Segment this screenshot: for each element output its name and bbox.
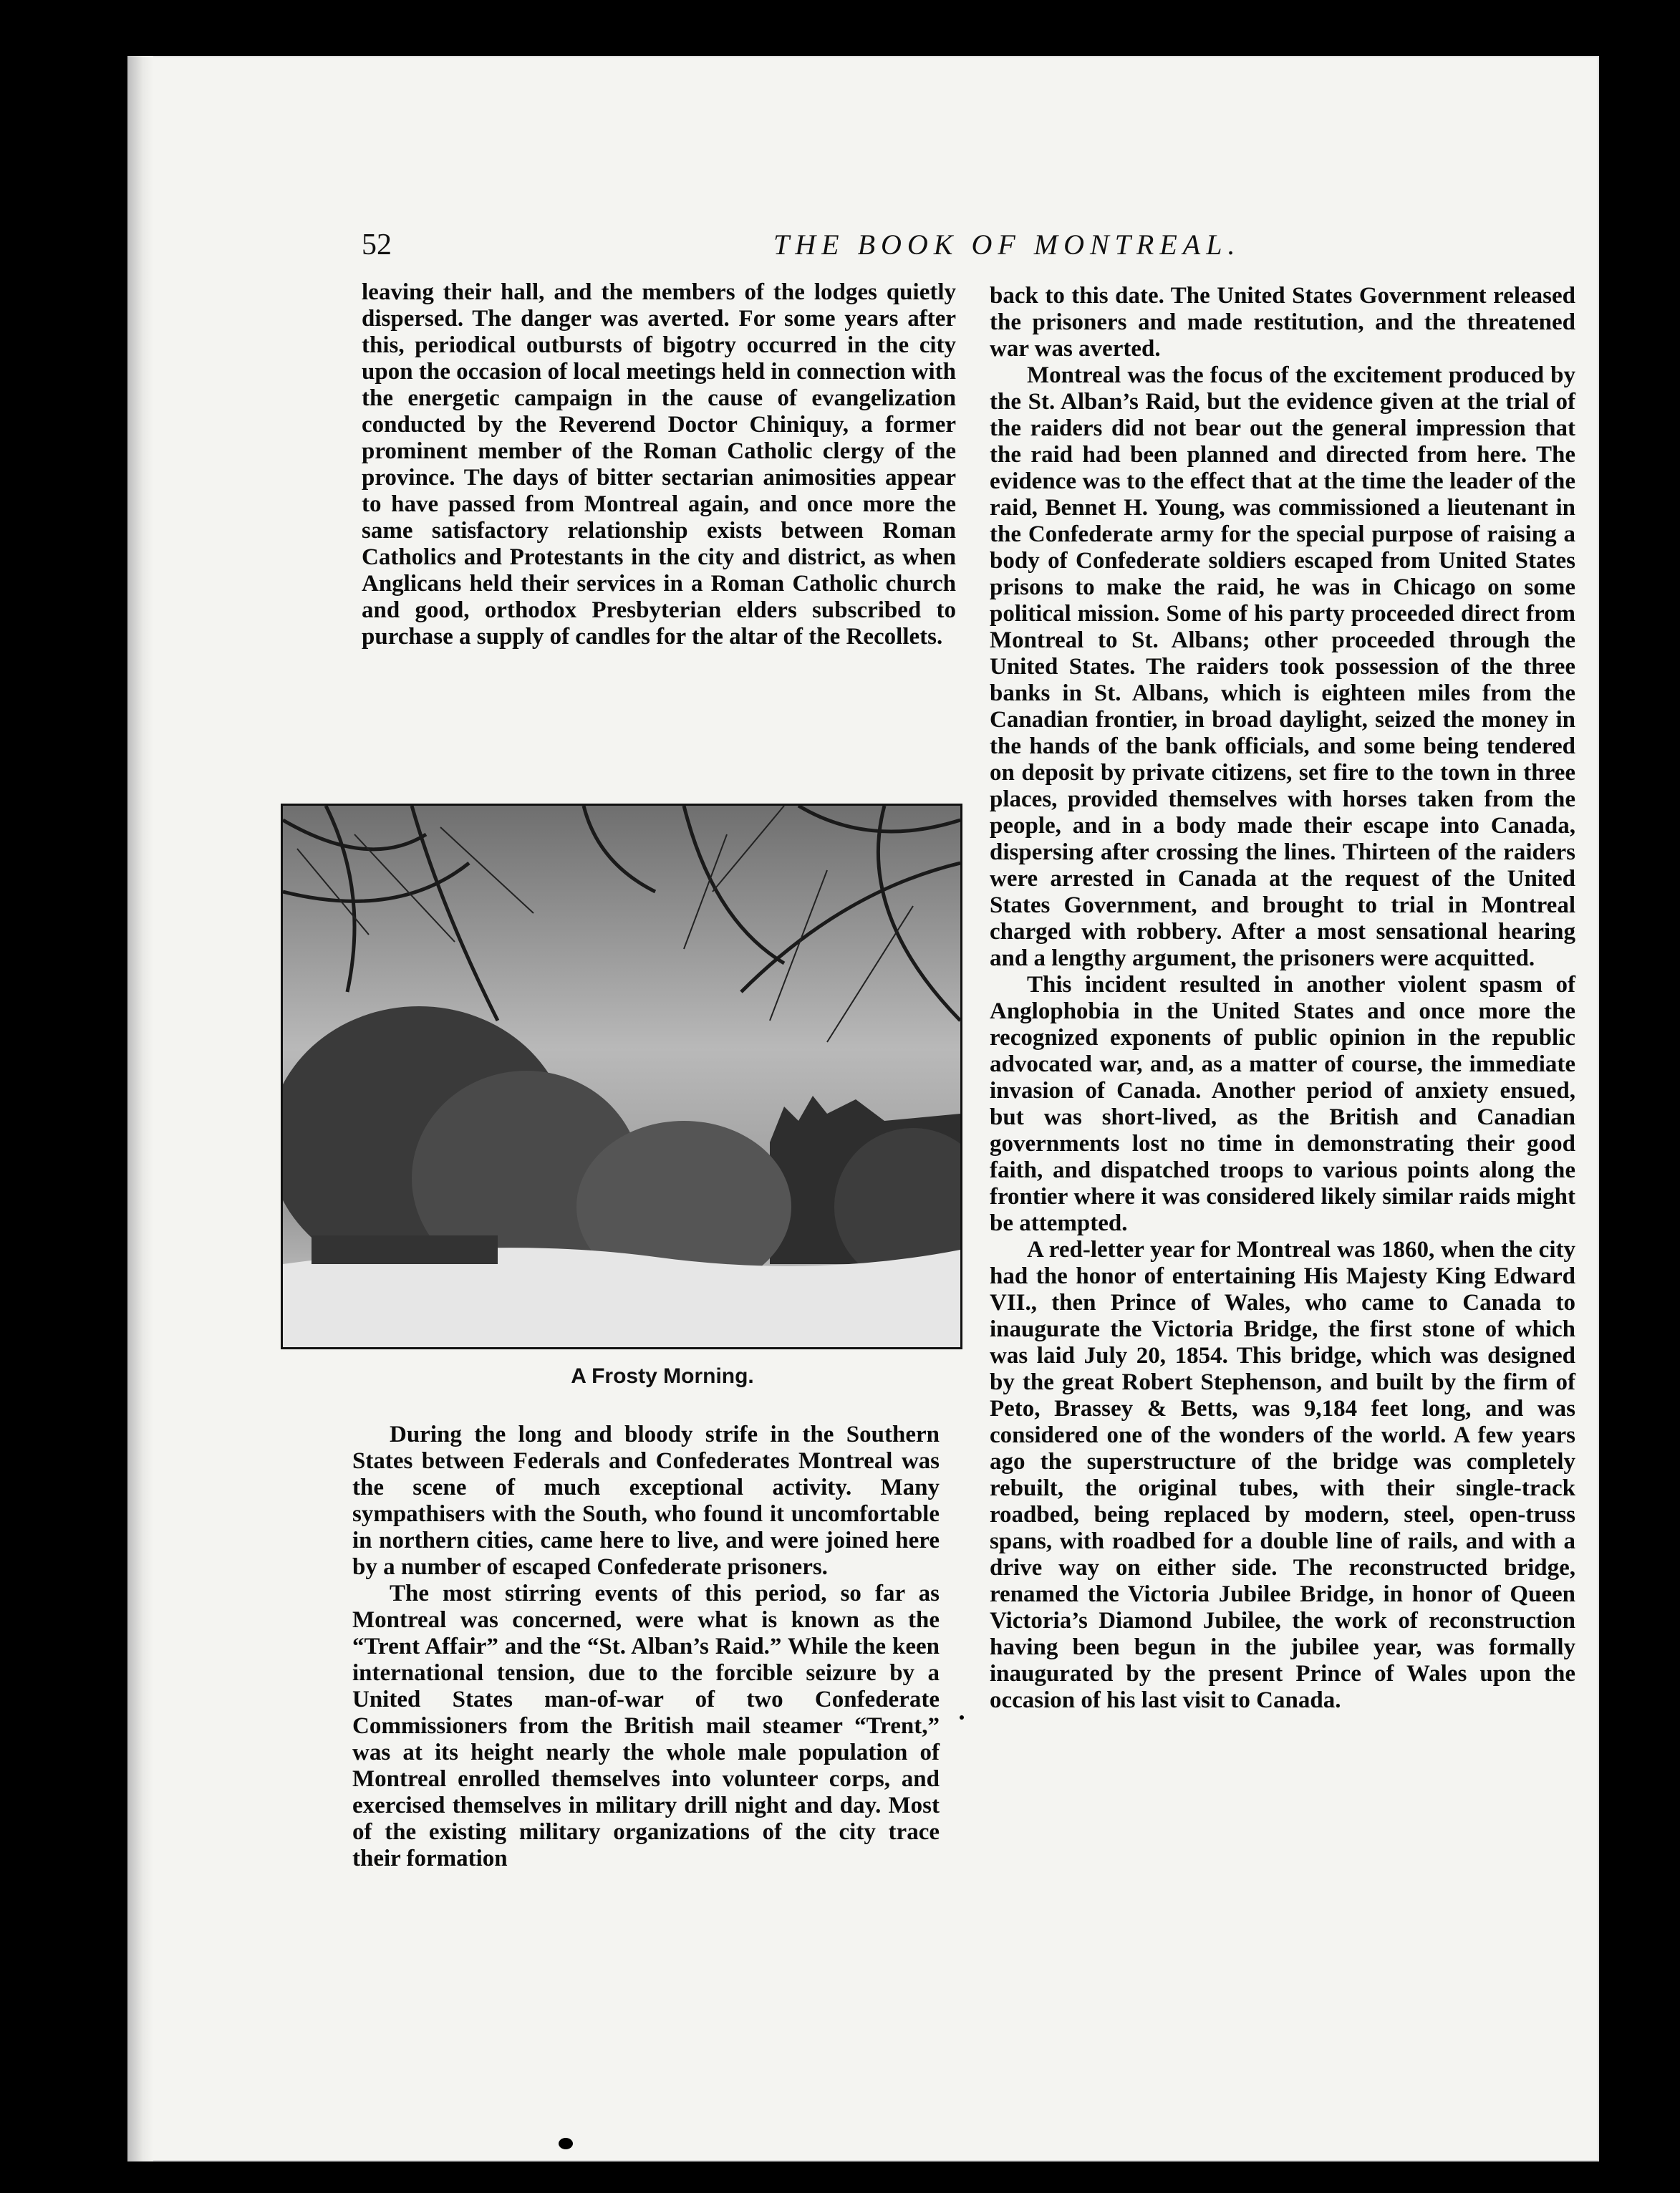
paragraph: leaving their hall, and the members of the lodges quietly dispersed. The danger was averted. For some years after this, periodical outbursts of bigotry occurred in the city upon the occasion of local meetings held in connection with the energetic campaign in the cause of evangelization conducted by the Reverend Doctor Chiniquy, a former prominent member of the Roman Catholic clergy of the province. The days of bitter sectarian animosities appear to have passed from Montreal again, and once more the same satisfactory relationship exists between Roman Catholics and Protestants in the city and district, as when Anglicans held their services in a Roman Catholic church and good, orthodox Presbyterian elders subscribed to purchase a supply of candles for the altar of the Recollets. [362, 279, 956, 650]
paragraph: Montreal was the focus of the excitement produced by the St. Alban’s Raid, but the evidence given at the trial of the raiders did not bear out the general impression that the raid had been planned and directed from here. The evidence was to the effect that at the time the leader of the raid, Bennet H. Young, was commissioned a lieutenant in the Confederate army for the special purpose of raising a body of Confederate soldiers escaped from United States prisons to make the raid, he was in Chicago on some political mission. Some of his party proceeded direct from Montreal to St. Albans; other proceeded through the United States. The raiders took possession of the three banks in St. Albans, which is eighteen miles from the Canadian frontier, in broad daylight, seized the money in the hands of the bank officials, and some being tendered on deposit by private citizens, set fire to the town in three places, provided themselves with horses taken from the people, and in a body made their escape into Canada, dispersing after crossing the lines. Thirteen of the raiders were arrested in Canada at the request of the United States Government, and brought to trial in Montreal charged with robbery. After a most sensational hearing and a lengthy argument, the prisoners were acquitted. [990, 362, 1575, 971]
paragraph: back to this date. The United States Government released the prisoners and made restitution, and the threatened war was averted. [990, 283, 1575, 362]
running-head: THE BOOK OF MONTREAL. [773, 228, 1241, 261]
paragraph: This incident resulted in another violent spasm of Anglophobia in the United States and once more the recognized exponents of public opinion in the republic advocated war, and, as a matter of course, the immediate invasion of Canada. Another period of anxiety ensued, but was short-lived, as the British and Canadian governments lost no time in demonstrating their good faith, and dispatched troops to various points along the frontier where it was considered likely similar raids might be attempted. [990, 972, 1575, 1236]
paragraph: A red-letter year for Montreal was 1860, when the city had the honor of entertaining His Majesty King Edward VII., then Prince of Wales, who came to Canada to inaugurate the Victoria Bridge, the first stone of which was laid July 20, 1854. This bridge, which was designed by the great Robert Stephenson, and built by the firm of Peto, Brassey & Betts, was 9,184 feet long, and was considered one of the wonders of the world. A few years ago the superstructure of the bridge was completely rebuilt, the original tubes, with their single-track roadbed, being replaced by modern, steel, open-truss spans, with roadbed for a double line of rails, and with a drive way on either side. The reconstructed bridge, renamed the Victoria Jubilee Bridge, in honor of Queen Victoria’s Diamond Jubilee, the work of reconstruction having been begun in the jubilee year, was formally inaugurated by the present Prince of Wales upon the occasion of his last visit to Canada. [990, 1237, 1575, 1713]
figure-photo [281, 804, 962, 1349]
scan-speck [62, 1218, 72, 1226]
frosty-morning-photo [283, 806, 960, 1347]
left-column-top [362, 279, 956, 650]
paragraph: During the long and bloody strife in the Southern States between Federals and Confederates Montreal was the scene of much exceptional activity. Many sympathisers with the South, who found it uncomfortable in northern cities, came here to live, and were joined here by a number of escaped Confederate prisoners. [352, 1422, 940, 1580]
paragraph: The most stirring events of this period, so far as Montreal was concerned, were what is known as the “Trent Affair” and the “St. Alban’s Raid.” While the keen international tension, due to the forcible seizure by a United States man-of-war of two Confederate Commissioners from the British mail steamer “Trent,” was at its height nearly the whole male population of Montreal enrolled themselves into volunteer corps, and exercised themselves in military drill night and day. Most of the existing military organizations of the city trace their formation [352, 1581, 940, 1871]
page-number: 52 [362, 228, 392, 261]
scan-speck [960, 1715, 964, 1720]
figure-caption: A Frosty Morning. [571, 1364, 754, 1388]
left-column-bottom [352, 1422, 940, 1872]
right-column [990, 283, 1575, 1714]
page-binding-shadow [127, 56, 153, 2161]
scan-speck [559, 2138, 573, 2149]
